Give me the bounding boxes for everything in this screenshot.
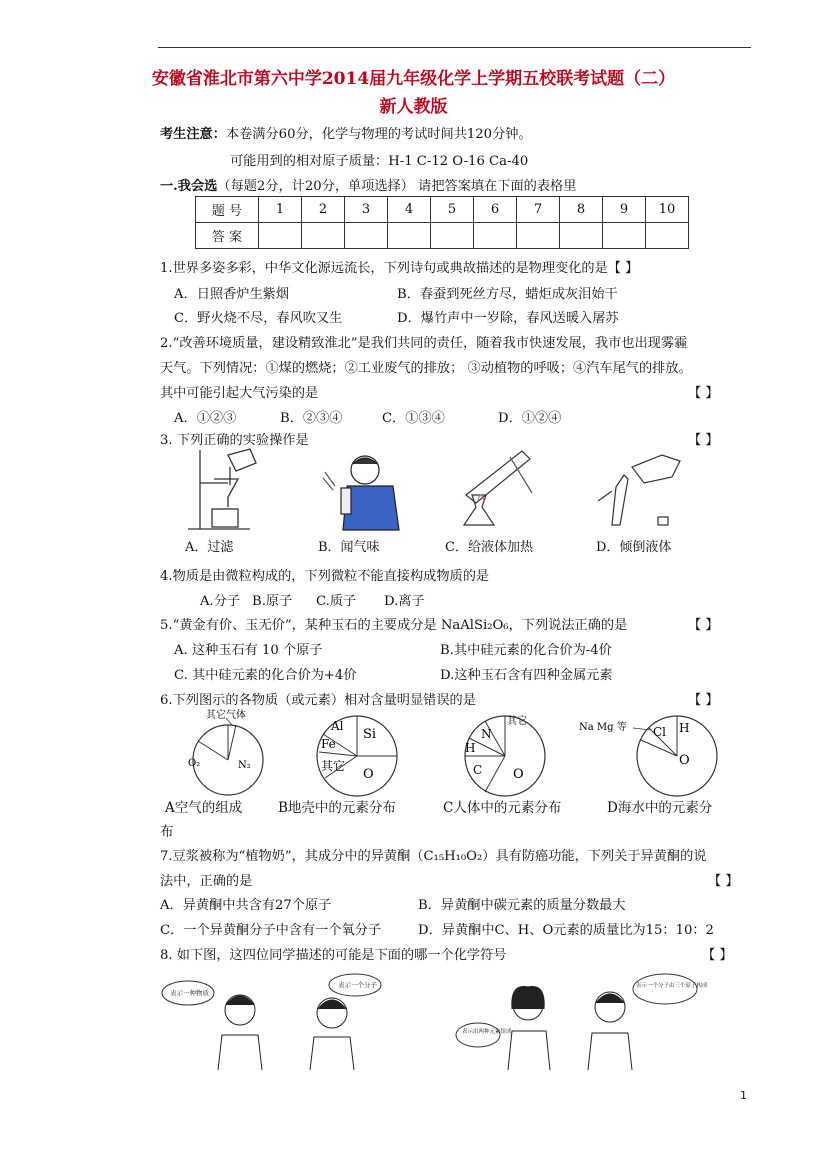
student-3	[508, 986, 550, 1070]
pie-b-label-o: O	[363, 767, 374, 782]
bubble-3-text: 表示由两种元素组成	[462, 1029, 512, 1035]
q2-stem-1: 2.“改善环境质量，建设精致淮北”是我们共同的责任，随着我市快速发展，我市也出现雾霾	[160, 336, 688, 351]
q7-option-d: D．异黄酮中C、H、O元素的质量比为15：10：2	[418, 923, 714, 938]
q8-bracket: 【 】	[702, 948, 733, 963]
answer-cell[interactable]	[474, 223, 517, 249]
answer-cell[interactable]	[302, 223, 345, 249]
q4-option-a: A.分子	[200, 594, 241, 609]
heating-liquid-illustration	[452, 445, 547, 533]
pie-d-label-na-mg: Na Mg 等	[579, 722, 627, 733]
bubble-4-text: 表示一个分子由三个原子构成	[636, 983, 708, 989]
pie-a-label-o2: O₂	[188, 758, 201, 769]
q6-option-a: A空气的组成	[165, 800, 243, 816]
q6-option-c: C人体中的元素分布	[443, 800, 562, 816]
table-cell: 3	[345, 197, 388, 223]
pie-body-elements	[455, 708, 555, 800]
q6-option-d: D海水中的元素分	[607, 800, 713, 816]
answer-cell[interactable]	[560, 223, 603, 249]
four-students-cartoon	[160, 965, 720, 1070]
q3-option-d: D．倾倒液体	[596, 540, 672, 555]
row-head-answer: 答 案	[196, 223, 259, 249]
q1-stem: 1.世界多姿多彩，中华文化源远流长，下列诗句或典故描述的是物理变化的是【 】	[160, 261, 639, 276]
pie-c-label-h: H	[465, 741, 476, 755]
q6-bracket: 【 】	[688, 693, 719, 708]
q2-option-b: B．②③④	[280, 411, 343, 426]
pie-c-label-n: N	[481, 727, 492, 741]
answer-cell[interactable]	[259, 223, 302, 249]
table-cell: 9	[603, 197, 646, 223]
pie-d-label-h: H	[679, 721, 690, 735]
table-cell: 8	[560, 197, 603, 223]
student-2	[310, 998, 354, 1070]
bubble-2-text: 表示一个分子	[338, 981, 377, 989]
table-cell: 4	[388, 197, 431, 223]
pie-c-label-c: C	[473, 763, 483, 777]
header-rule	[158, 47, 751, 48]
pie-a-label-n2: N₂	[238, 760, 251, 771]
q1-option-a: A．日照香炉生紫烟	[174, 287, 290, 302]
q3-option-a: A．过滤	[185, 540, 234, 555]
pie-b-label-fe: Fe	[321, 737, 336, 751]
q5-stem: 5.“黄金有价、玉无价”，某种玉石的主要成分是 NaAlSi₂O₆，下列说法正确的是	[160, 618, 628, 633]
pie-c-label-other: 其它	[507, 716, 527, 727]
q2-option-d: D．①②④	[498, 411, 562, 426]
section-1-desc: （每题2分，计20分，单项选择） 请把答案填在下面的表格里	[217, 179, 577, 194]
pie-seawater-elements	[575, 708, 735, 800]
q1-option-b: B．春蚕到死丝方尽，蜡炬成灰泪始干	[397, 287, 618, 302]
pie-c-label-o: O	[513, 767, 524, 782]
q3-option-c: C．给液体加热	[445, 540, 533, 555]
q5-option-b: B.其中硅元素的化合价为-4价	[440, 643, 612, 658]
q3-stem: 3. 下列正确的实验操作是	[160, 433, 309, 448]
q5-option-d: D.这种玉石含有四种金属元素	[440, 668, 613, 683]
bubble-1-text: 表示一种物质	[170, 989, 209, 997]
title-line-1: 安徽省淮北市第六中学2014届九年级化学上学期五校联考试题（二）	[151, 69, 676, 89]
answer-table	[195, 196, 689, 249]
q5-option-a: A. 这种玉石有 10 个原子	[174, 643, 323, 658]
q2-option-c: C．①③④	[382, 411, 445, 426]
atomic-mass: 可能用到的相对原子质量：H-1 C-12 O-16 Ca-40	[230, 154, 529, 169]
pie-d-label-cl: Cl	[653, 725, 667, 739]
answer-cell[interactable]	[603, 223, 646, 249]
q5-bracket: 【 】	[688, 618, 719, 633]
q4-option-d: D.离子	[384, 594, 425, 609]
q7-bracket: 【 】	[708, 874, 739, 889]
notice-label: 考生注意：	[160, 127, 226, 142]
table-row	[196, 223, 689, 249]
q7-option-b: B．异黄酮中碳元素的质量分数最大	[418, 898, 626, 913]
q4-stem: 4.物质是由微粒构成的，下列微粒不能直接构成物质的是	[160, 569, 490, 584]
q3-bracket: 【 】	[688, 433, 719, 448]
q2-stem-2: 天气。下列情况：①煤的燃烧；②工业废气的排放； ③动植物的呼吸；④汽车尾气的排放。	[160, 361, 692, 376]
q2-stem-3: 其中可能引起大气污染的是	[160, 386, 319, 401]
q1-option-c: C．野火烧不尽，春风吹又生	[174, 311, 343, 326]
notice	[160, 123, 532, 142]
answer-cell[interactable]	[517, 223, 560, 249]
table-cell: 2	[302, 197, 345, 223]
smelling-gas-illustration	[313, 450, 403, 535]
answer-cell[interactable]	[345, 223, 388, 249]
pie-crust-elements	[305, 708, 415, 800]
table-cell: 5	[431, 197, 474, 223]
pie-air-composition	[168, 708, 288, 798]
table-row	[196, 197, 689, 223]
q6-stem: 6.下列图示的各物质（或元素）相对含量明显错误的是	[160, 693, 476, 708]
filtration-illustration	[180, 445, 265, 533]
student-4	[588, 992, 632, 1070]
q5-option-c: C. 其中硅元素的化合价为+4价	[174, 668, 357, 683]
pie-b-label-al: Al	[331, 719, 344, 733]
section-1-label: 一.我会选	[160, 179, 218, 194]
q7-option-a: A．异黄酮中共含有27个原子	[160, 898, 332, 913]
pie-a-label-other: 其它气体	[206, 710, 246, 721]
notice-text: 本卷满分60分，化学与物理的考试时间共120分钟。	[225, 127, 532, 142]
q2-option-a: A．①②③	[174, 411, 237, 426]
student-1	[218, 995, 262, 1070]
q4-option-b: B.原子	[252, 594, 293, 609]
q4-option-c: C.质子	[316, 594, 357, 609]
page-number: 1	[740, 1089, 747, 1102]
pie-d-label-o: O	[679, 753, 690, 768]
pie-b-label-si: Si	[363, 727, 377, 742]
table-cell: 10	[646, 197, 689, 223]
q7-stem-1: 7.豆浆被称为“植物奶”，其成分中的异黄酮（C₁₅H₁₀O₂）具有防癌功能，下列关于异黄酮的说	[160, 849, 707, 864]
q2-bracket: 【 】	[688, 386, 719, 401]
answer-cell[interactable]	[388, 223, 431, 249]
answer-cell[interactable]	[646, 223, 689, 249]
section-1-header	[160, 175, 576, 194]
q1-option-d: D．爆竹声中一岁除，春风送暖入屠苏	[397, 311, 619, 326]
q7-stem-2: 法中，正确的是	[160, 874, 253, 889]
q7-option-c: C．一个异黄酮分子中含有一个氧分子	[160, 923, 382, 938]
q8-stem: 8. 如下图，这四位同学描述的可能是下面的哪一个化学符号	[160, 948, 507, 963]
pouring-liquid-illustration	[592, 447, 687, 529]
title-line-2: 新人教版	[379, 97, 448, 117]
pie-b-label-other: 其它	[321, 759, 346, 773]
row-head-number: 题 号	[196, 197, 259, 223]
q3-option-b: B．闻气味	[318, 540, 380, 555]
q6-option-b: B地壳中的元素分布	[278, 800, 396, 816]
table-cell: 1	[259, 197, 302, 223]
table-cell: 6	[474, 197, 517, 223]
q6-option-d-cont: 布	[160, 824, 174, 840]
table-cell: 7	[517, 197, 560, 223]
answer-cell[interactable]	[431, 223, 474, 249]
